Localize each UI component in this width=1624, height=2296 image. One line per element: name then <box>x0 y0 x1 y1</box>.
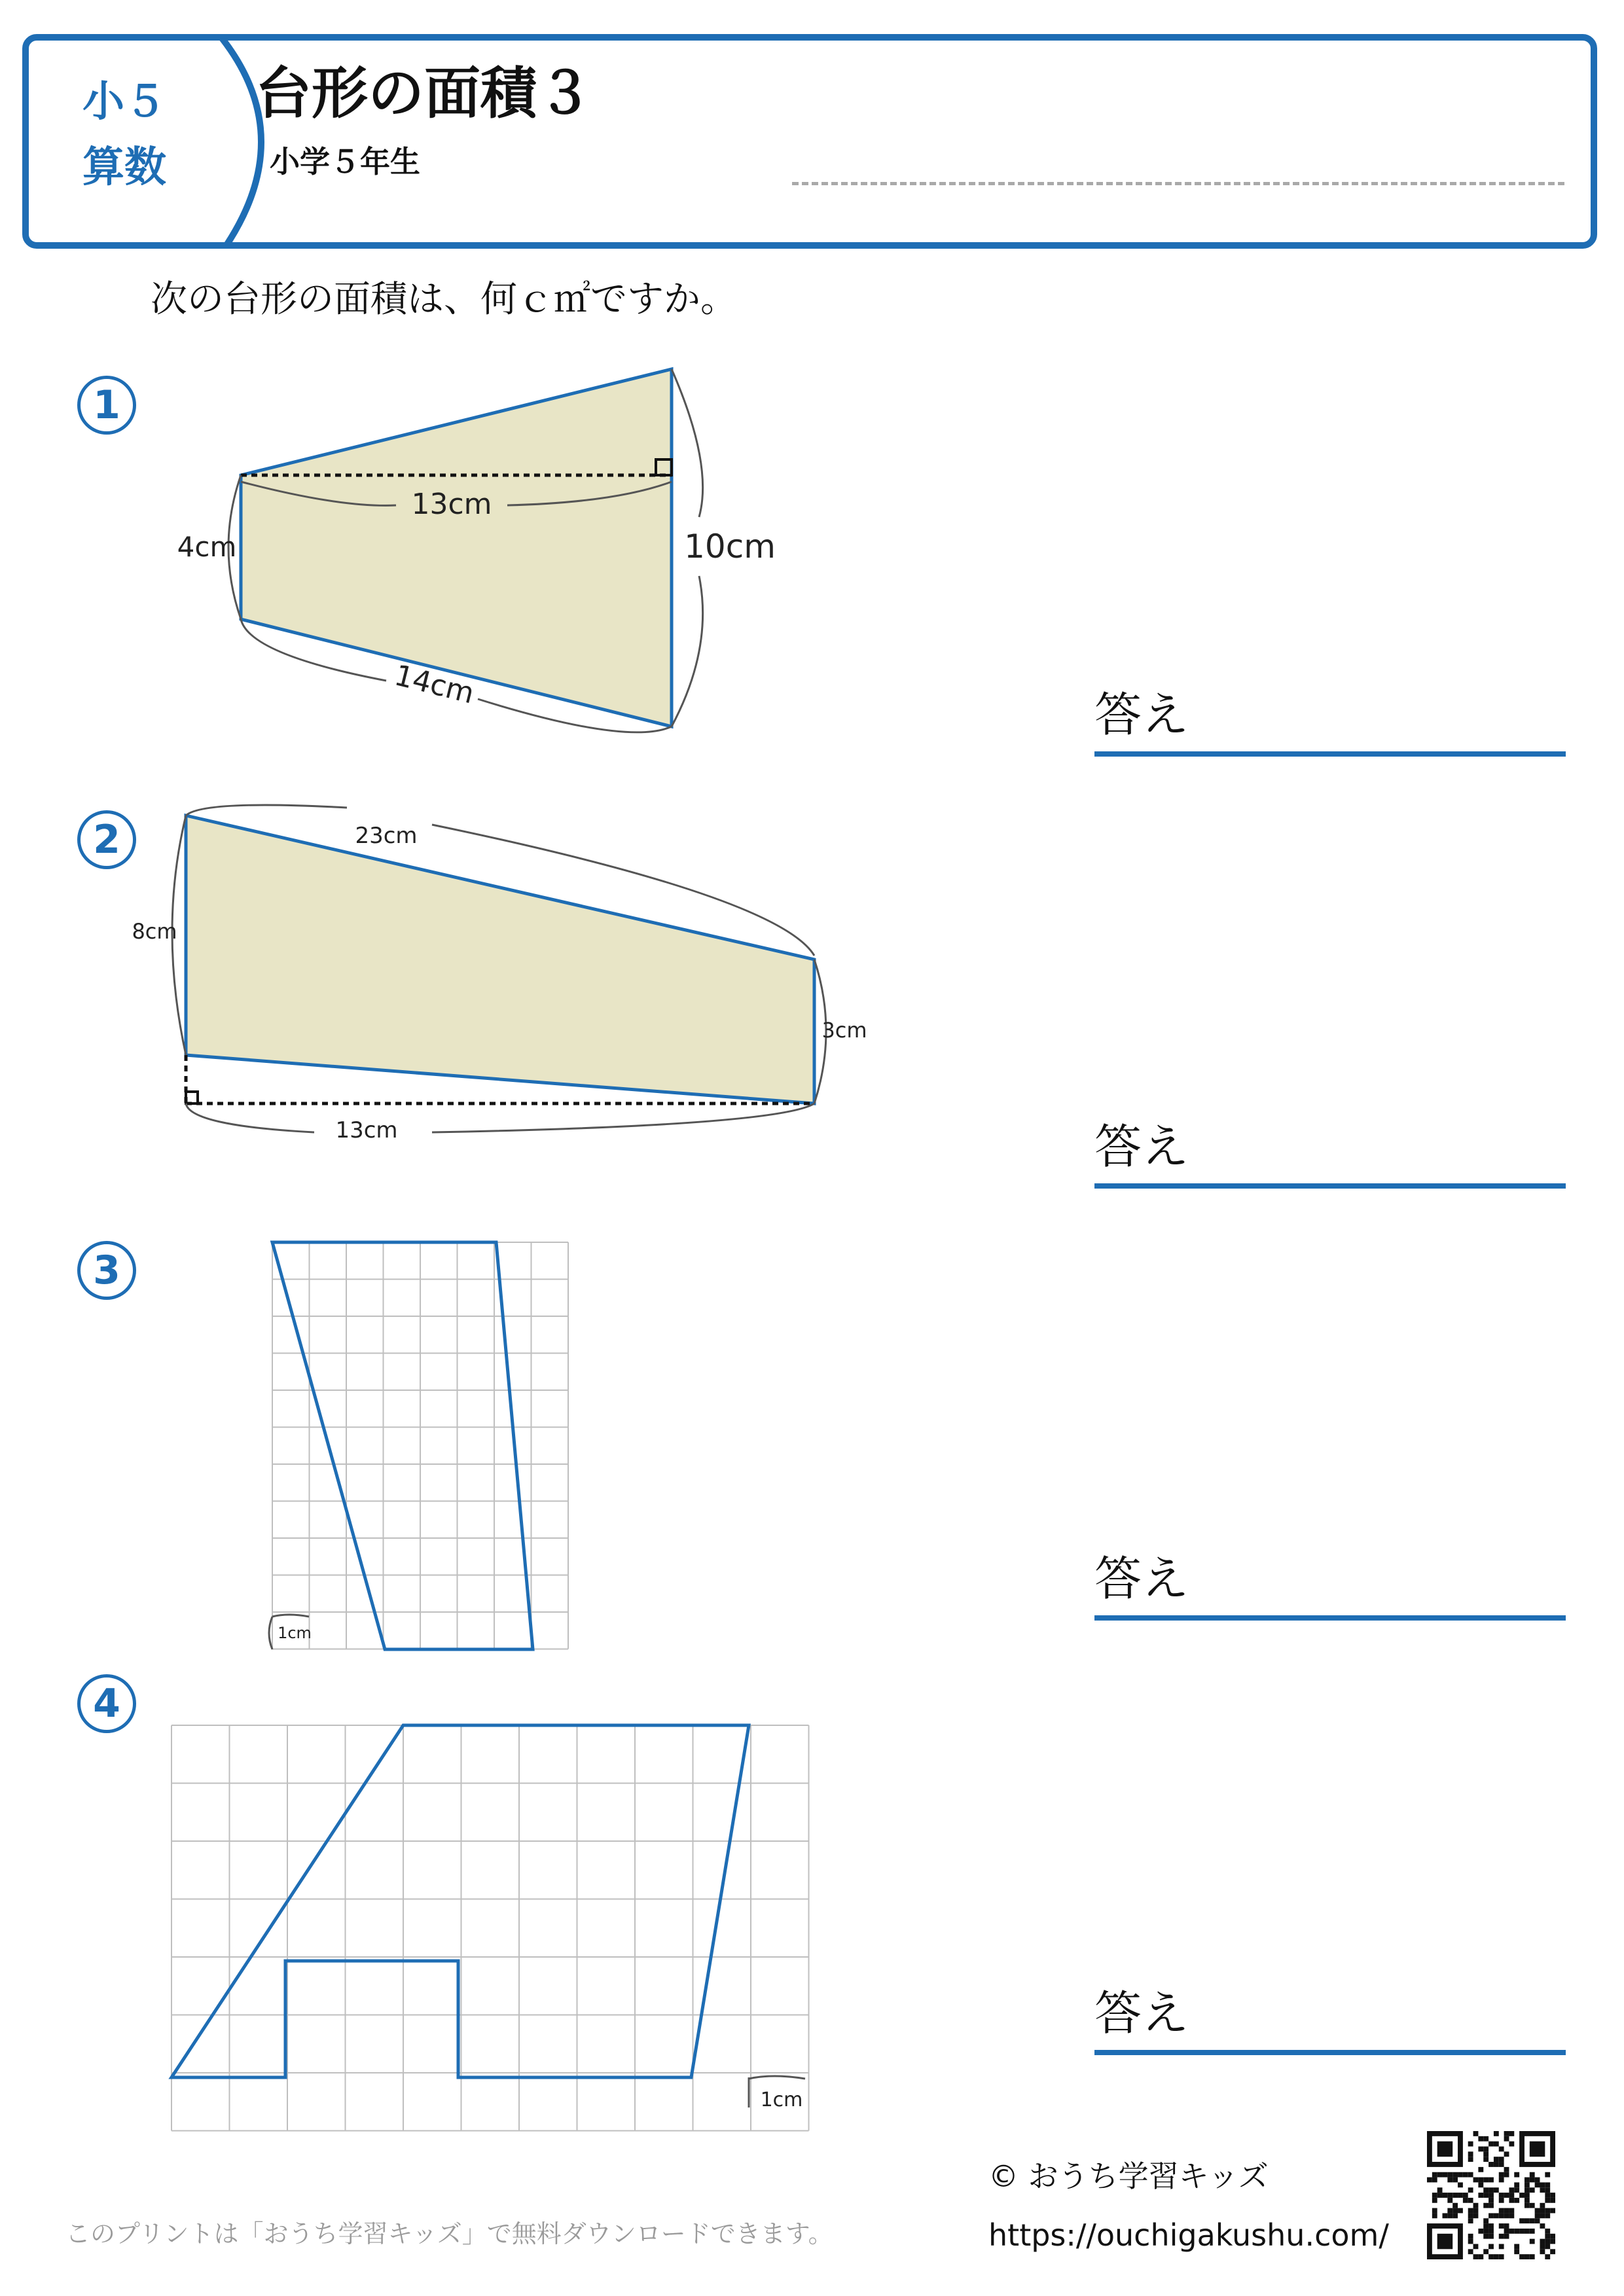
grid-3 <box>272 1242 568 1649</box>
answer-label-3: 答え <box>1094 1551 1189 1606</box>
trapezoid-figure-1 <box>170 353 799 759</box>
subject-label: 算数 <box>82 143 166 192</box>
trapezoid-shape-4 <box>171 1725 749 2077</box>
label-top-1: 13cm <box>411 488 492 521</box>
grid-4 <box>171 1725 809 2131</box>
answer-line-3[interactable] <box>1094 1615 1566 1621</box>
label-left-1: 4cm <box>177 531 237 563</box>
qr-code-icon <box>1427 2131 1555 2259</box>
grade-label: 小５ <box>82 78 166 126</box>
answer-label-4: 答え <box>1094 1986 1189 2041</box>
answer-line-4[interactable] <box>1094 2050 1566 2055</box>
label-right-1: 10cm <box>684 528 776 565</box>
problem-number-4: 4 <box>77 1674 136 1733</box>
page-title: 台形の面積３ <box>255 61 593 126</box>
trapezoid-figure-2 <box>124 798 910 1165</box>
grid-figure-3 <box>262 1230 589 1662</box>
label-right-2: 3cm <box>821 1018 867 1043</box>
problem-number-3: 3 <box>77 1241 136 1300</box>
page-subtitle: 小学５年生 <box>270 144 420 179</box>
answer-line-1[interactable] <box>1094 751 1566 757</box>
label-left-2: 8cm <box>132 919 177 944</box>
copyright-text: © おうち学習キッズ <box>988 2159 1269 2194</box>
grid-figure-4 <box>157 1708 825 2140</box>
problem-number-1: 1 <box>77 376 136 435</box>
label-bottom-2: 13cm <box>335 1117 398 1143</box>
label-top-2: 23cm <box>355 823 418 849</box>
answer-line-2[interactable] <box>1094 1183 1566 1189</box>
site-url-link[interactable]: https://ouchigakushu.com/ <box>988 2217 1389 2253</box>
answer-label-2: 答え <box>1094 1119 1189 1174</box>
name-dashed-line <box>792 182 1564 185</box>
instruction-text: 次の台形の面積は、何ｃ㎡ですか。 <box>151 278 737 321</box>
right-angle-mark-2 <box>186 1092 198 1103</box>
trapezoid-shape-2 <box>186 816 814 1103</box>
problem-number-2: 2 <box>77 810 136 869</box>
answer-label-1: 答え <box>1094 687 1189 742</box>
label-bottom-1: 14cm <box>391 658 478 711</box>
unit-label-3: 1cm <box>278 1624 312 1642</box>
footer-note: このプリントは「おうち学習キッズ」で無料ダウンロードできます。 <box>65 2219 833 2248</box>
unit-label-4: 1cm <box>760 2089 803 2111</box>
